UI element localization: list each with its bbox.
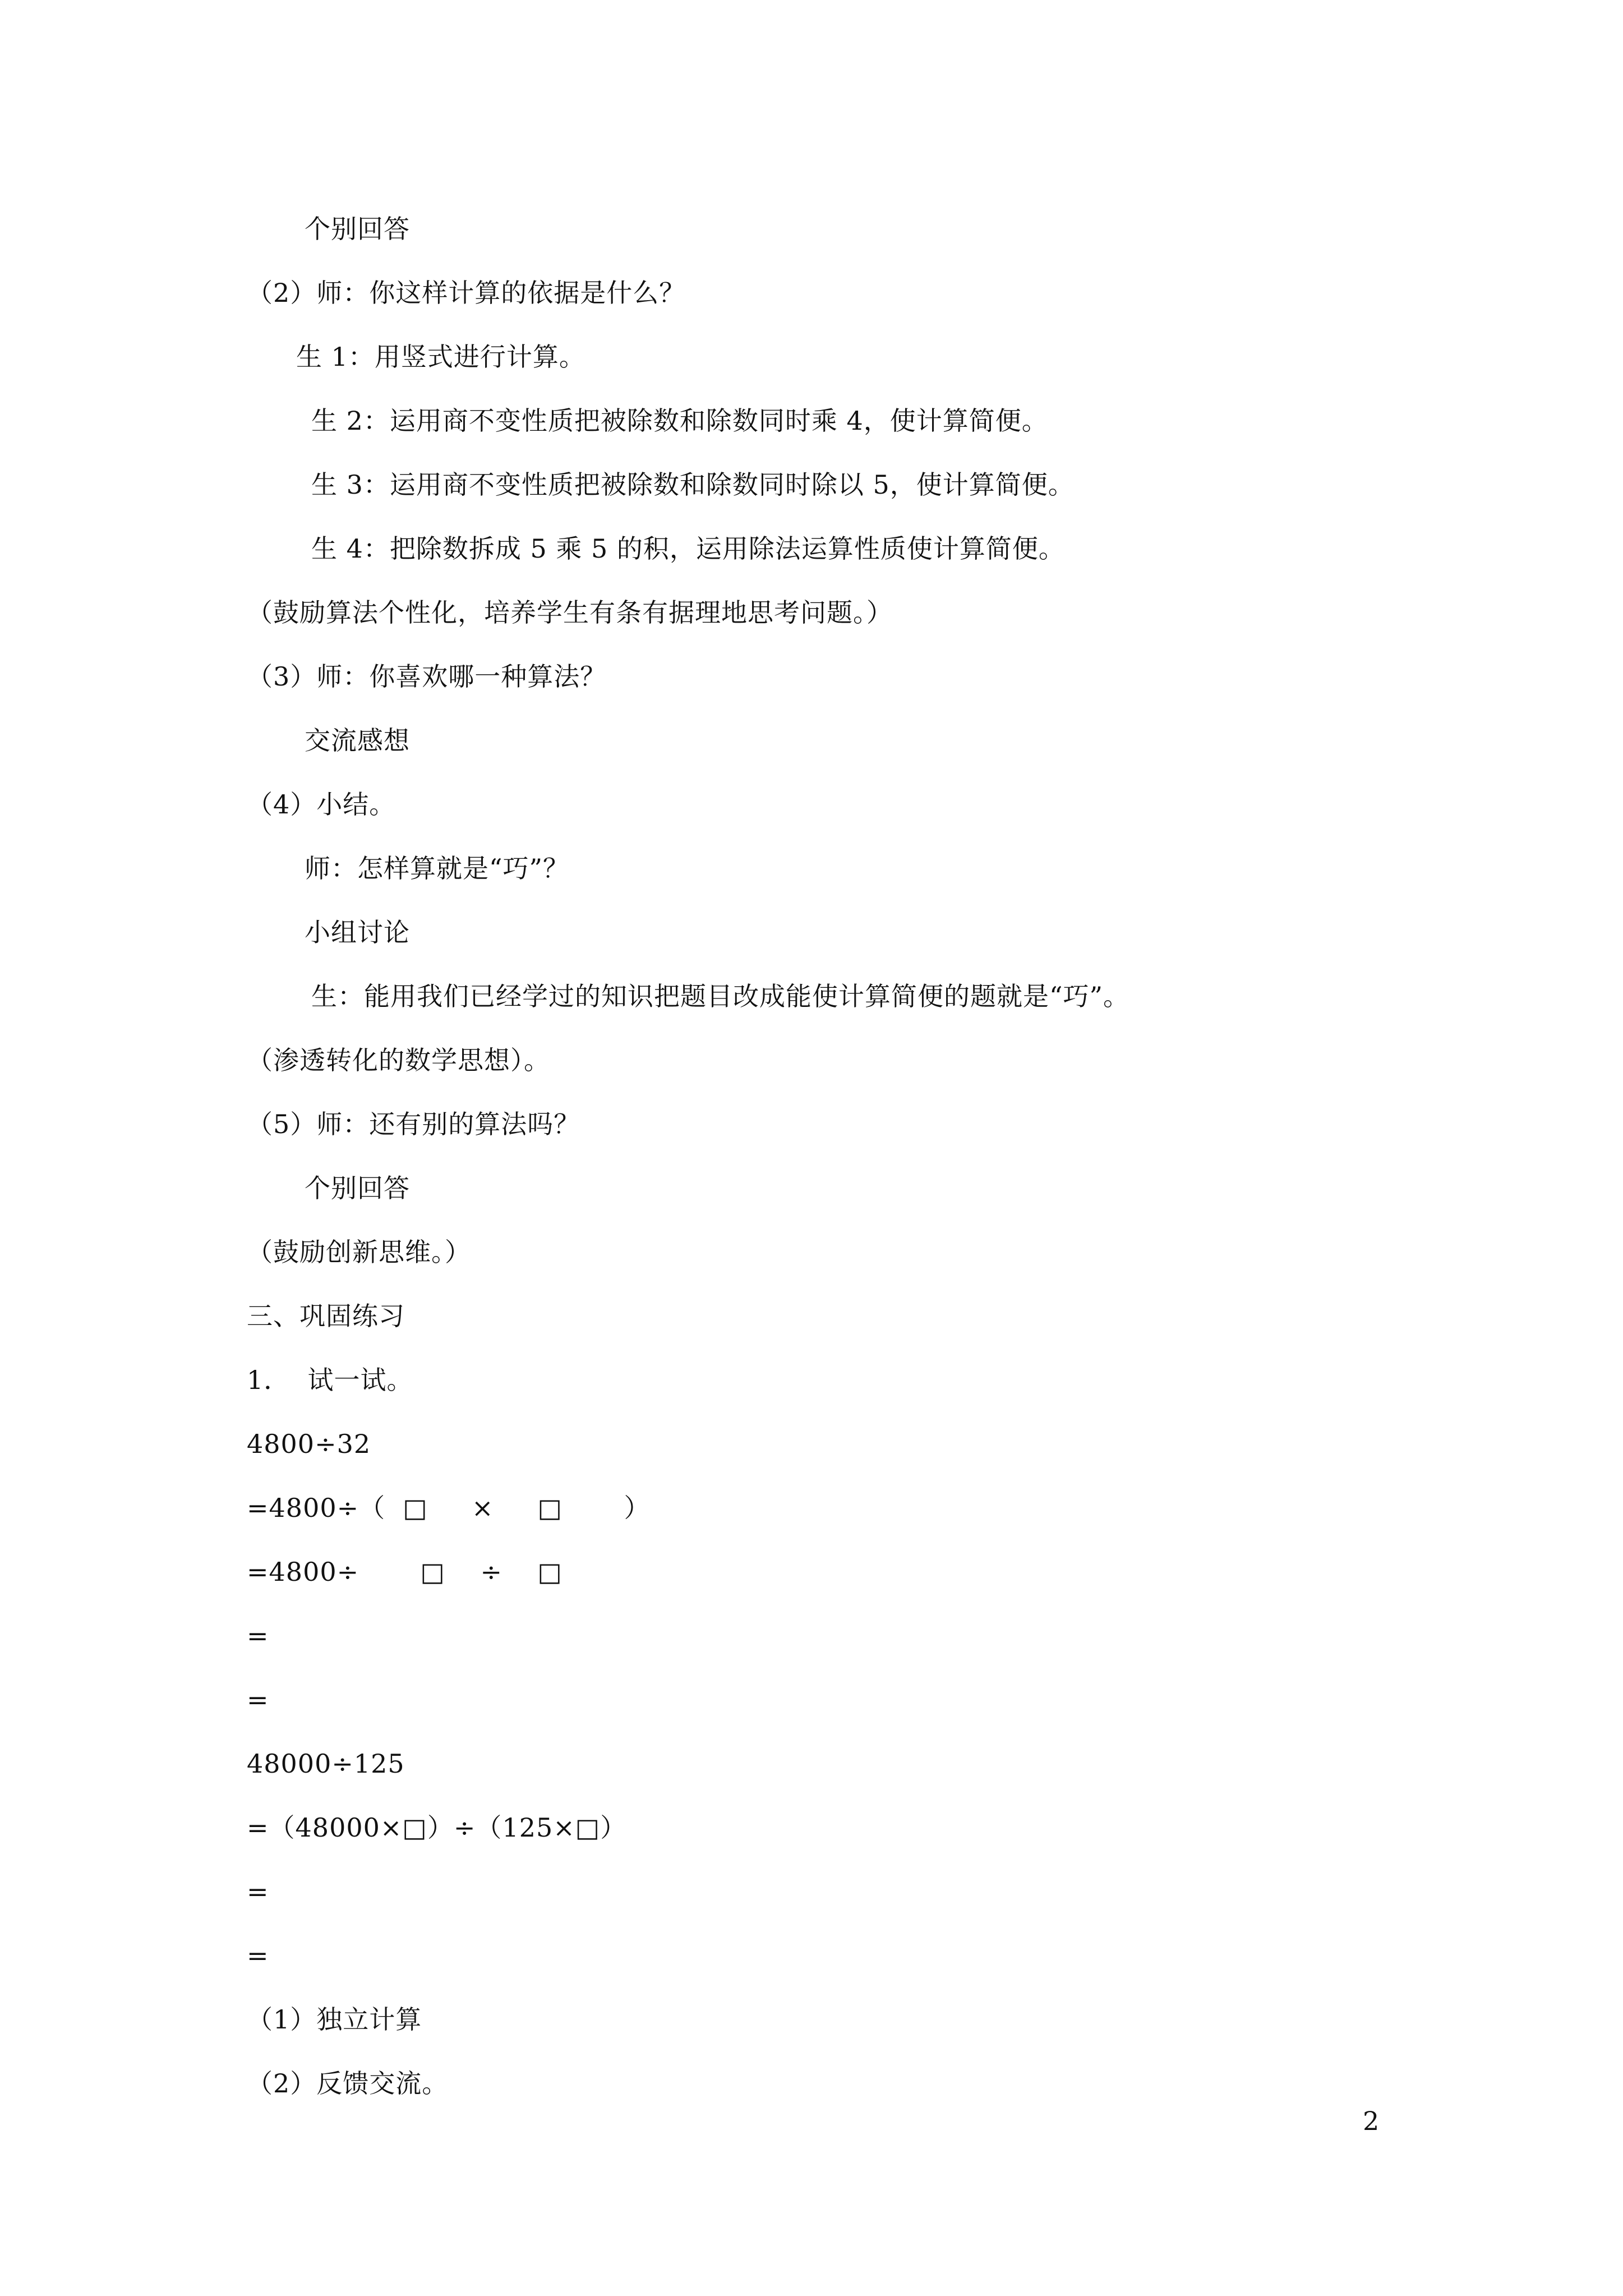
text-line: 生 1：用竖式进行计算。 <box>296 342 585 372</box>
text-line: = <box>247 1876 269 1907</box>
text-line: （2）师：你这样计算的依据是什么？ <box>247 278 686 308</box>
text-line: 生 2：运用商不变性质把被除数和除数同时乘 4，使计算简便。 <box>311 406 1048 436</box>
text-line: 个别回答 <box>305 1173 410 1203</box>
text-line: （鼓励算法个性化，培养学生有条有据理地思考问题。） <box>247 597 893 628</box>
text-line: 生 4：把除数拆成 5 乘 5 的积，运用除法运算性质使计算简便。 <box>311 533 1065 564</box>
text-line: = <box>247 1621 269 1651</box>
text-line: 三、巩固练习 <box>247 1301 405 1331</box>
text-line: （1）独立计算 <box>247 2004 422 2035</box>
text-line: （鼓励创新思维。） <box>247 1237 471 1267</box>
text-line: 4800÷32 <box>247 1429 371 1459</box>
text-line: 个别回答 <box>305 214 410 244</box>
text-line: = <box>247 1940 269 1971</box>
text-line: （5）师：还有别的算法吗？ <box>247 1109 580 1139</box>
text-line: 师：怎样算就是“巧”？ <box>305 853 570 884</box>
text-line: （3）师：你喜欢哪一种算法？ <box>247 661 607 692</box>
text-line: （渗透转化的数学思想）。 <box>247 1045 550 1075</box>
text-line: 生：能用我们已经学过的知识把题目改成能使计算简便的题就是“巧”。 <box>311 981 1130 1011</box>
text-line: =4800÷（ □ × □ ） <box>247 1493 651 1523</box>
text-line: （2）反馈交流。 <box>247 2068 449 2099</box>
text-line: = <box>247 1685 269 1715</box>
text-line: （4）小结。 <box>247 789 396 820</box>
text-line: 小组讨论 <box>305 917 410 947</box>
text-line: =4800÷ □ ÷ □ <box>247 1557 562 1587</box>
text-line: 48000÷125 <box>247 1749 405 1779</box>
text-line: 交流感想 <box>305 725 410 756</box>
text-line: 生 3：运用商不变性质把被除数和除数同时除以 5，使计算简便。 <box>311 470 1075 500</box>
page-number: 2 <box>1363 2106 1380 2136</box>
text-line: =（48000×□）÷（125×□） <box>247 1812 627 1843</box>
text-line: 1． 试一试。 <box>247 1365 413 1395</box>
